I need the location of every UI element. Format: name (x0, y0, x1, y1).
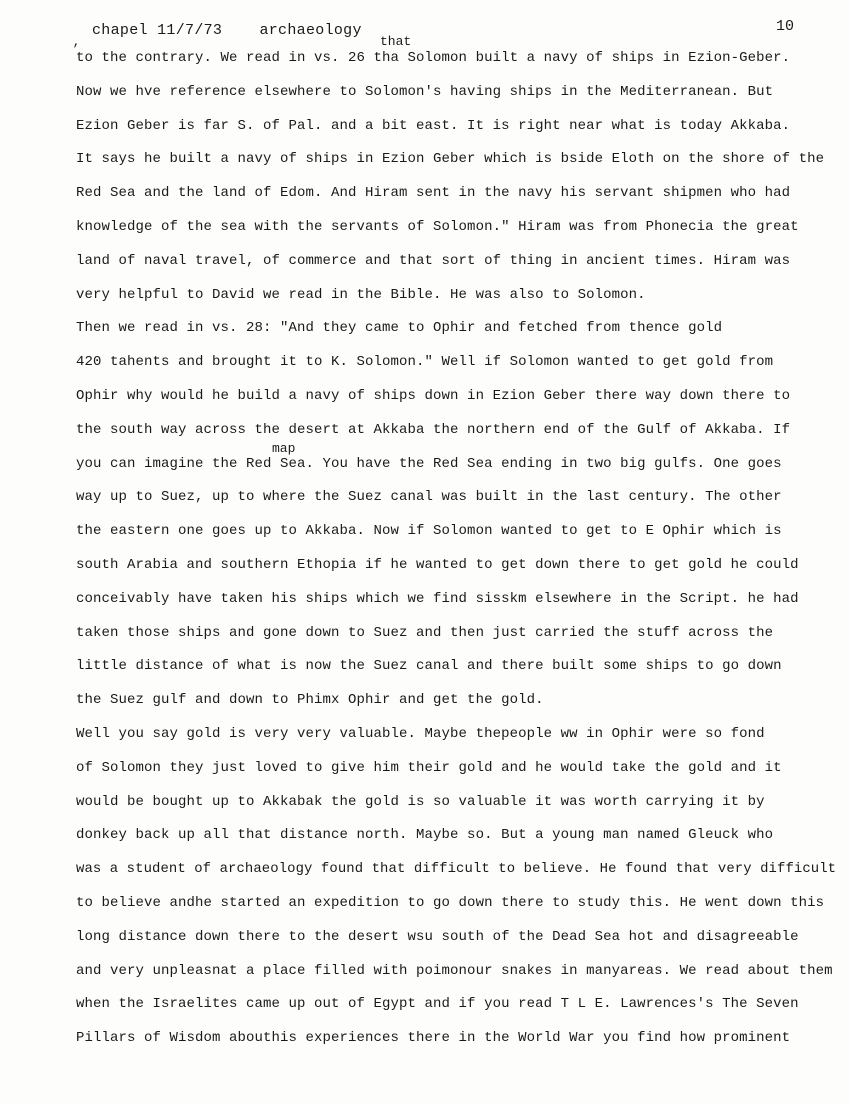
page-header (0, 18, 850, 49)
text-line: was a student of archaeology found that difficult to believe. He found that very difficult (76, 861, 837, 878)
text-line: the south way across the desert at Akkaba the northern end of the Gulf of Akkaba. If (76, 421, 791, 438)
text-line: conceivably have taken his ships which we find sisskm elsewhere in the Script. he had (76, 590, 799, 607)
text-line: donkey back up all that distance north. Maybe so. But a young man named Gleuck who (76, 827, 774, 844)
text-line: south Arabia and southern Ethopia if he wanted to get down there to get gold he could (76, 557, 799, 573)
text-line: knowledge of the sea with the servants of Solomon." Hiram was from Phonecia the great (76, 219, 799, 235)
text-line: 420 tahents and brought it to K. Solomon." Well if Solomon wanted to get gold from (76, 354, 774, 371)
text-line: Then we read in vs. 28: "And they came to Ophir and fetched from thence gold (76, 320, 723, 337)
text-line: Well you say gold is very very valuable. Maybe thepeople ww in Ophir were so fond (76, 726, 765, 742)
header-chapel-date: chapel 11/7/73 archaeology (92, 22, 362, 39)
text-line: Now we hve reference elsewhere to Solomon's having ships in the Mediterranean. But (76, 83, 774, 100)
text-line: the Suez gulf and down to Phimx Ophir and get the gold. (76, 692, 544, 709)
text-line: would be bought up to Akkabak the gold is so valuable it was worth carrying it by (76, 793, 765, 810)
text-line: of Solomon they just loved to give him their gold and he would take the gold and it (76, 759, 782, 776)
text-line: to believe andhe started an expedition to go down there to study this. He went down this (76, 895, 825, 911)
page-number: 10 (776, 18, 795, 35)
text-line: you can imagine the Red Sea. You have the Red Sea ending in two big gulfs. One goes (76, 455, 782, 472)
text-line: the eastern one goes up to Akkaba. Now if Solomon wanted to get to E Ophir which is (76, 523, 782, 540)
insert-that: that (380, 34, 412, 49)
text-line: It says he built a navy of ships in Ezion Geber which is bside Eloth on the shore of the (76, 151, 825, 168)
text-line: land of naval travel, of commerce and that sort of thing in ancient times. Hiram was (76, 252, 791, 269)
text-line: Ezion Geber is far S. of Pal. and a bit east. It is right near what is today Akkaba. (76, 117, 791, 134)
text-line: Pillars of Wisdom abouthis experiences there in the World War you find how prominent (76, 1030, 791, 1047)
text-line: long distance down there to the desert wsu south of the Dead Sea hot and disagreeable (76, 928, 799, 945)
text-line: taken those ships and gone down to Suez and then just carried the stuff across the (76, 624, 774, 641)
text-line: little distance of what is now the Suez canal and there built some ships to go down (76, 658, 782, 675)
text-line: way up to Suez, up to where the Suez canal was built in the last century. The other (76, 489, 782, 506)
insert-map: map (272, 441, 296, 456)
text-line: Ophir why would he build a navy of ships down in Ezion Geber there way down there to (76, 388, 791, 404)
margin-mark: ‚ (72, 34, 80, 49)
text-line: Red Sea and the land of Edom. And Hiram sent in the navy his servant shipmen who had (76, 185, 791, 202)
text-line: very helpful to David we read in the Bible. He was also to Solomon. (76, 286, 646, 303)
text-line: when the Israelites came up out of Egypt and if you read T L E. Lawrences's The Seven (76, 996, 799, 1013)
text-line: to the contrary. We read in vs. 26 tha Solomon built a navy of ships in Ezion-Geber. (76, 50, 791, 66)
text-line: and very unpleasnat a place filled with poimonour snakes in manyareas. We read about them (76, 962, 833, 979)
